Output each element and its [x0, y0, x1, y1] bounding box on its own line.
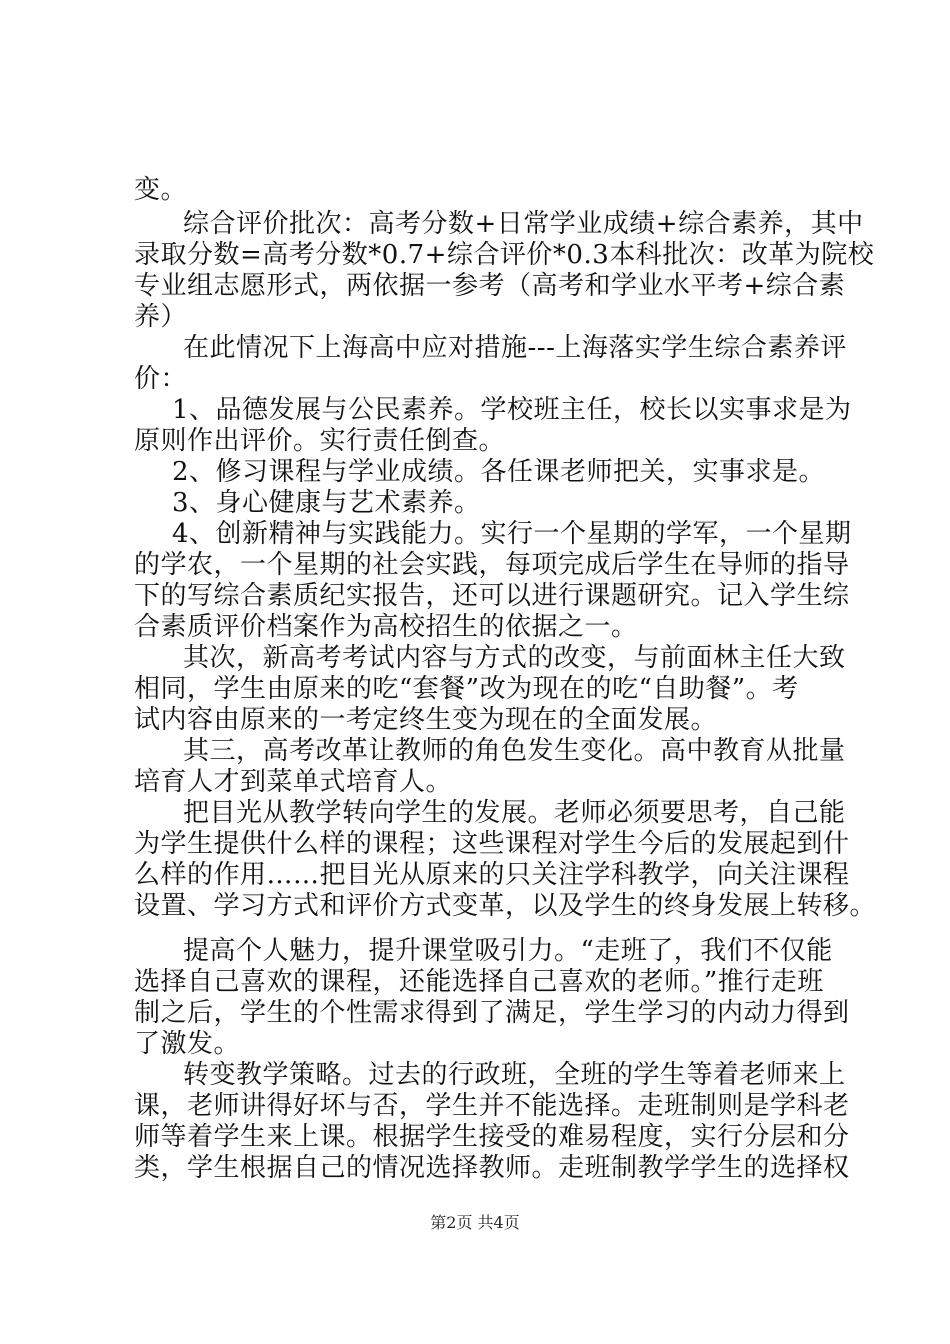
text-line: 价： [134, 364, 188, 394]
text-line: 专业组志愿形式，两依据一参考（高考和学业水平考+综合素 [134, 271, 846, 301]
text-line: 课，老师讲得好坏与否，学生并不能选择。走班制则是学科老 [134, 1091, 850, 1121]
text-line: 类，学生根据自己的情况选择教师。走班制教学学生的选择权 [134, 1153, 850, 1183]
text-line: 设置、学习方式和评价方式变革，以及学生的终身发展上转移。 [134, 891, 877, 921]
text-line: 相同，学生由原来的吃“套餐”改为现在的吃“自助餐”。考 [134, 674, 799, 704]
text-line: 为学生提供什么样的课程；这些课程对学生今后的发展起到什 [134, 829, 850, 859]
text-line: 原则作出评价。实行责任倒查。 [134, 426, 506, 456]
text-line: 培育人才到菜单式培育人。 [134, 767, 453, 797]
text-line: 合素质评价档案作为高校招生的依据之一。 [134, 612, 638, 642]
text-line: 的学农，一个星期的社会实践，每项完成后学生在导师的指导 [134, 550, 850, 580]
text-line: 把目光从教学转向学生的发展。老师必须要思考，自己能 [183, 798, 846, 828]
text-line: 变。 [134, 175, 188, 205]
text-line: 其三，高考改革让教师的角色发生变化。高中教育从批量 [183, 736, 846, 766]
text-line: 下的写综合素质纪实报告，还可以进行课题研究。记入学生综 [134, 581, 850, 611]
text-line: 转变教学策略。过去的行政班，全班的学生等着老师来上 [183, 1060, 846, 1090]
text-line: 4、创新精神与实践能力。实行一个星期的学军，一个星期 [172, 519, 852, 549]
text-line: 综合评价批次：高考分数+日常学业成绩+综合素养，其中 [183, 209, 864, 239]
text-line: 了激发。 [134, 1029, 241, 1059]
text-line: 在此情况下上海高中应对措施---上海落实学生综合素养评 [183, 333, 847, 363]
text-line: 制之后，学生的个性需求得到了满足，学生学习的内动力得到 [134, 998, 850, 1028]
text-line: 3、身心健康与艺术素养。 [172, 488, 481, 518]
text-line: 2、修习课程与学业成绩。各任课老师把关，实事求是。 [172, 457, 826, 487]
text-line: 录取分数=高考分数*0.7+综合评价*0.3本科批次：改革为院校 [134, 240, 875, 270]
text-line: 试内容由原来的一考定终生变为现在的全面发展。 [134, 705, 718, 735]
text-line: 其次，新高考考试内容与方式的改变，与前面林主任大致 [183, 643, 846, 673]
text-line: 选择自己喜欢的课程，还能选择自己喜欢的老师。”推行走班 [134, 967, 824, 997]
text-line: 么样的作用……把目光从原来的只关注学科教学，向关注课程 [134, 860, 850, 890]
text-line: 提高个人魅力，提升课堂吸引力。“走班了，我们不仅能 [183, 936, 833, 966]
text-line: 养） [134, 302, 188, 332]
text-line: 1、品德发展与公民素养。学校班主任，校长以实事求是为 [172, 395, 852, 425]
text-line: 师等着学生来上课。根据学生接受的难易程度，实行分层和分 [134, 1122, 850, 1152]
page-number-footer: 第2页 共4页 [430, 1213, 520, 1232]
